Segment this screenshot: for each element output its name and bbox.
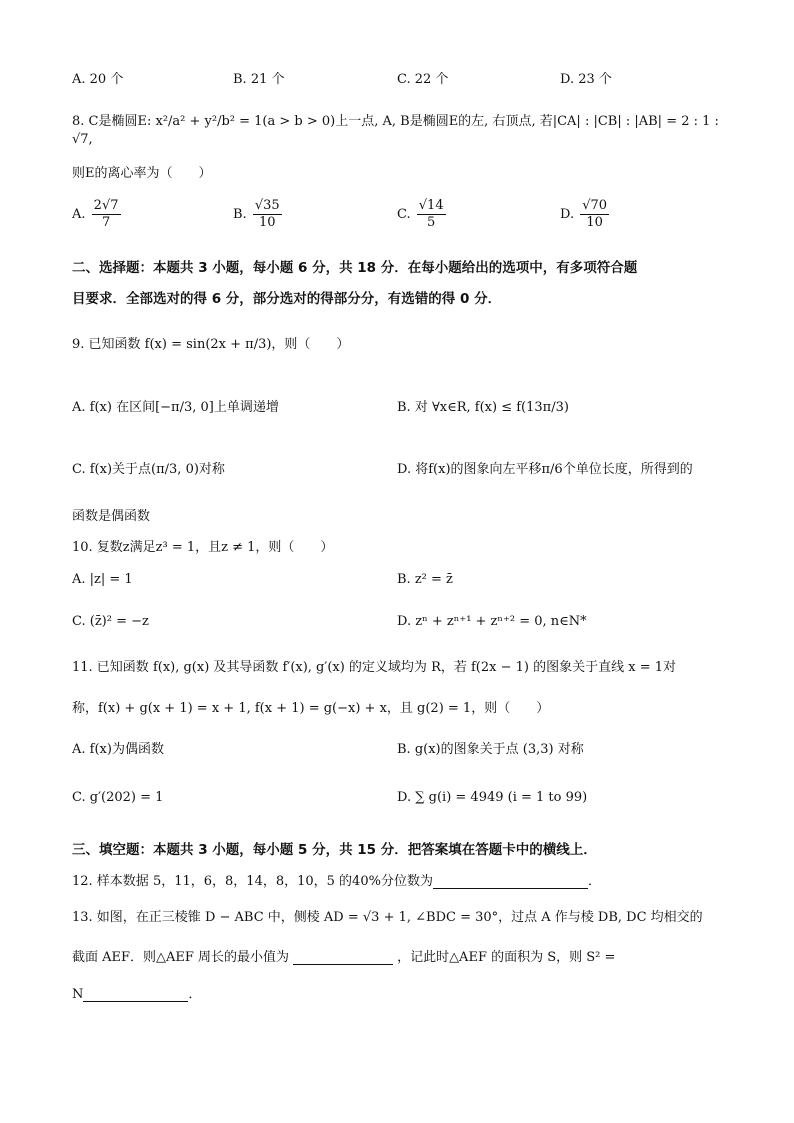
q11-stem-line1: 11. 已知函数 f(x), g(x) 及其导函数 f′(x), g′(x) 的定义域均为 R，若 f(2x − 1) 的图象关于直线 x = 1对 — [72, 660, 676, 675]
q13-stem-line3: N ． — [72, 987, 202, 1002]
q8-option-d: D. $\frac{√70}{10}$ — [560, 198, 608, 230]
q7-option-c: C. 22 个 — [397, 72, 449, 87]
q10-option-c: C. (z̄)² = −z — [72, 614, 149, 629]
q8-option-b: B. $\frac{√35}{10}$ — [233, 198, 280, 230]
q13-stem-line1: 13. 如图，在正三棱锥 D − ABC 中，侧棱 AD = √3 + 1, ∠BDC = 30°，过点 A 作与棱 DB, DC 均相交的 — [72, 910, 703, 925]
q12-stem: 12. 样本数据 5，11，6，8，14，8，10，5 的40%分位数为 ． — [72, 874, 601, 889]
q9-stem: 9. 已知函数 f(x) = sin(2x + π/3)，则（ ） — [72, 337, 350, 352]
fraction: $\frac{2√7}{7}$ — [93, 198, 119, 230]
q11-option-b: B. g(x)的图象关于点 (3,3) 对称 — [397, 742, 584, 757]
fraction: $\frac{√70}{10}$ — [582, 198, 608, 230]
fraction: $\frac{√35}{10}$ — [254, 198, 280, 230]
q9-option-b: B. 对 ∀x∈R, f(x) ≤ f(13π/3) — [397, 400, 569, 415]
q11-stem-line2: 称，f(x) + g(x + 1) = x + 1, f(x + 1) = g(−x) + x，且 g(2) = 1，则（ ） — [72, 701, 550, 716]
q9-option-d-continued: 函数是偶函数 — [72, 509, 151, 524]
answer-blank[interactable] — [433, 874, 588, 889]
section-2-heading-line2: 目要求．全部选对的得 6 分，部分选对的得部分分，有选错的得 0 分． — [72, 291, 502, 307]
q10-option-b: B. z² = z̄ — [397, 572, 453, 587]
q8-stem-line1: 8. C是椭圆E: x²/a² + y²/b² = 1(a > b > 0)上一点, A, B是椭圆E的左, 右顶点, 若|CA| : |CB| : |AB| = 2 : 1 : √7, — [72, 114, 719, 147]
q10-stem: 10. 复数z满足z³ = 1，且z ≠ 1，则（ ） — [72, 540, 334, 555]
answer-blank[interactable] — [293, 950, 393, 965]
q11-option-d: D. ∑ g(i) = 4949 (i = 1 to 99) — [397, 790, 588, 805]
q11-option-a: A. f(x)为偶函数 — [72, 742, 164, 757]
q7-option-b: B. 21 个 — [233, 72, 285, 87]
q9-option-c: C. f(x)关于点(π/3, 0)对称 — [72, 462, 225, 477]
q13-stem-line2: 截面 AEF．则△AEF 周长的最小值为 ，记此时△AEF 的面积为 S，则 S² = — [72, 950, 616, 965]
q10-option-d: D. zⁿ + zⁿ⁺¹ + zⁿ⁺² = 0, n∈N* — [397, 614, 587, 629]
q10-option-a: A. |z| = 1 — [72, 572, 133, 587]
answer-blank[interactable] — [83, 987, 188, 1002]
q7-option-d: D. 23 个 — [560, 72, 612, 87]
q8-option-a: A. $\frac{2√7}{7}$ — [72, 198, 119, 230]
q8-option-c: C. $\frac{√14}{5}$ — [397, 198, 444, 230]
section-2-heading-line1: 二、选择题：本题共 3 小题，每小题 6 分，共 18 分．在每小题给出的选项中，有多项符合题 — [72, 260, 638, 276]
q11-option-c: C. g′(202) = 1 — [72, 790, 164, 805]
q7-option-a: A. 20 个 — [72, 72, 124, 87]
q9-option-d: D. 将f(x)的图象向左平移π/6个单位长度，所得到的 — [397, 462, 693, 477]
q8-stem-line2: 则E的离心率为（ ） — [72, 166, 212, 181]
fraction: $\frac{√14}{5}$ — [418, 198, 444, 230]
q9-option-a: A. f(x) 在区间[−π/3, 0]上单调递增 — [72, 400, 279, 415]
section-3-heading: 三、填空题：本题共 3 小题，每小题 5 分，共 15 分．把答案填在答题卡中的横线上． — [72, 842, 597, 858]
